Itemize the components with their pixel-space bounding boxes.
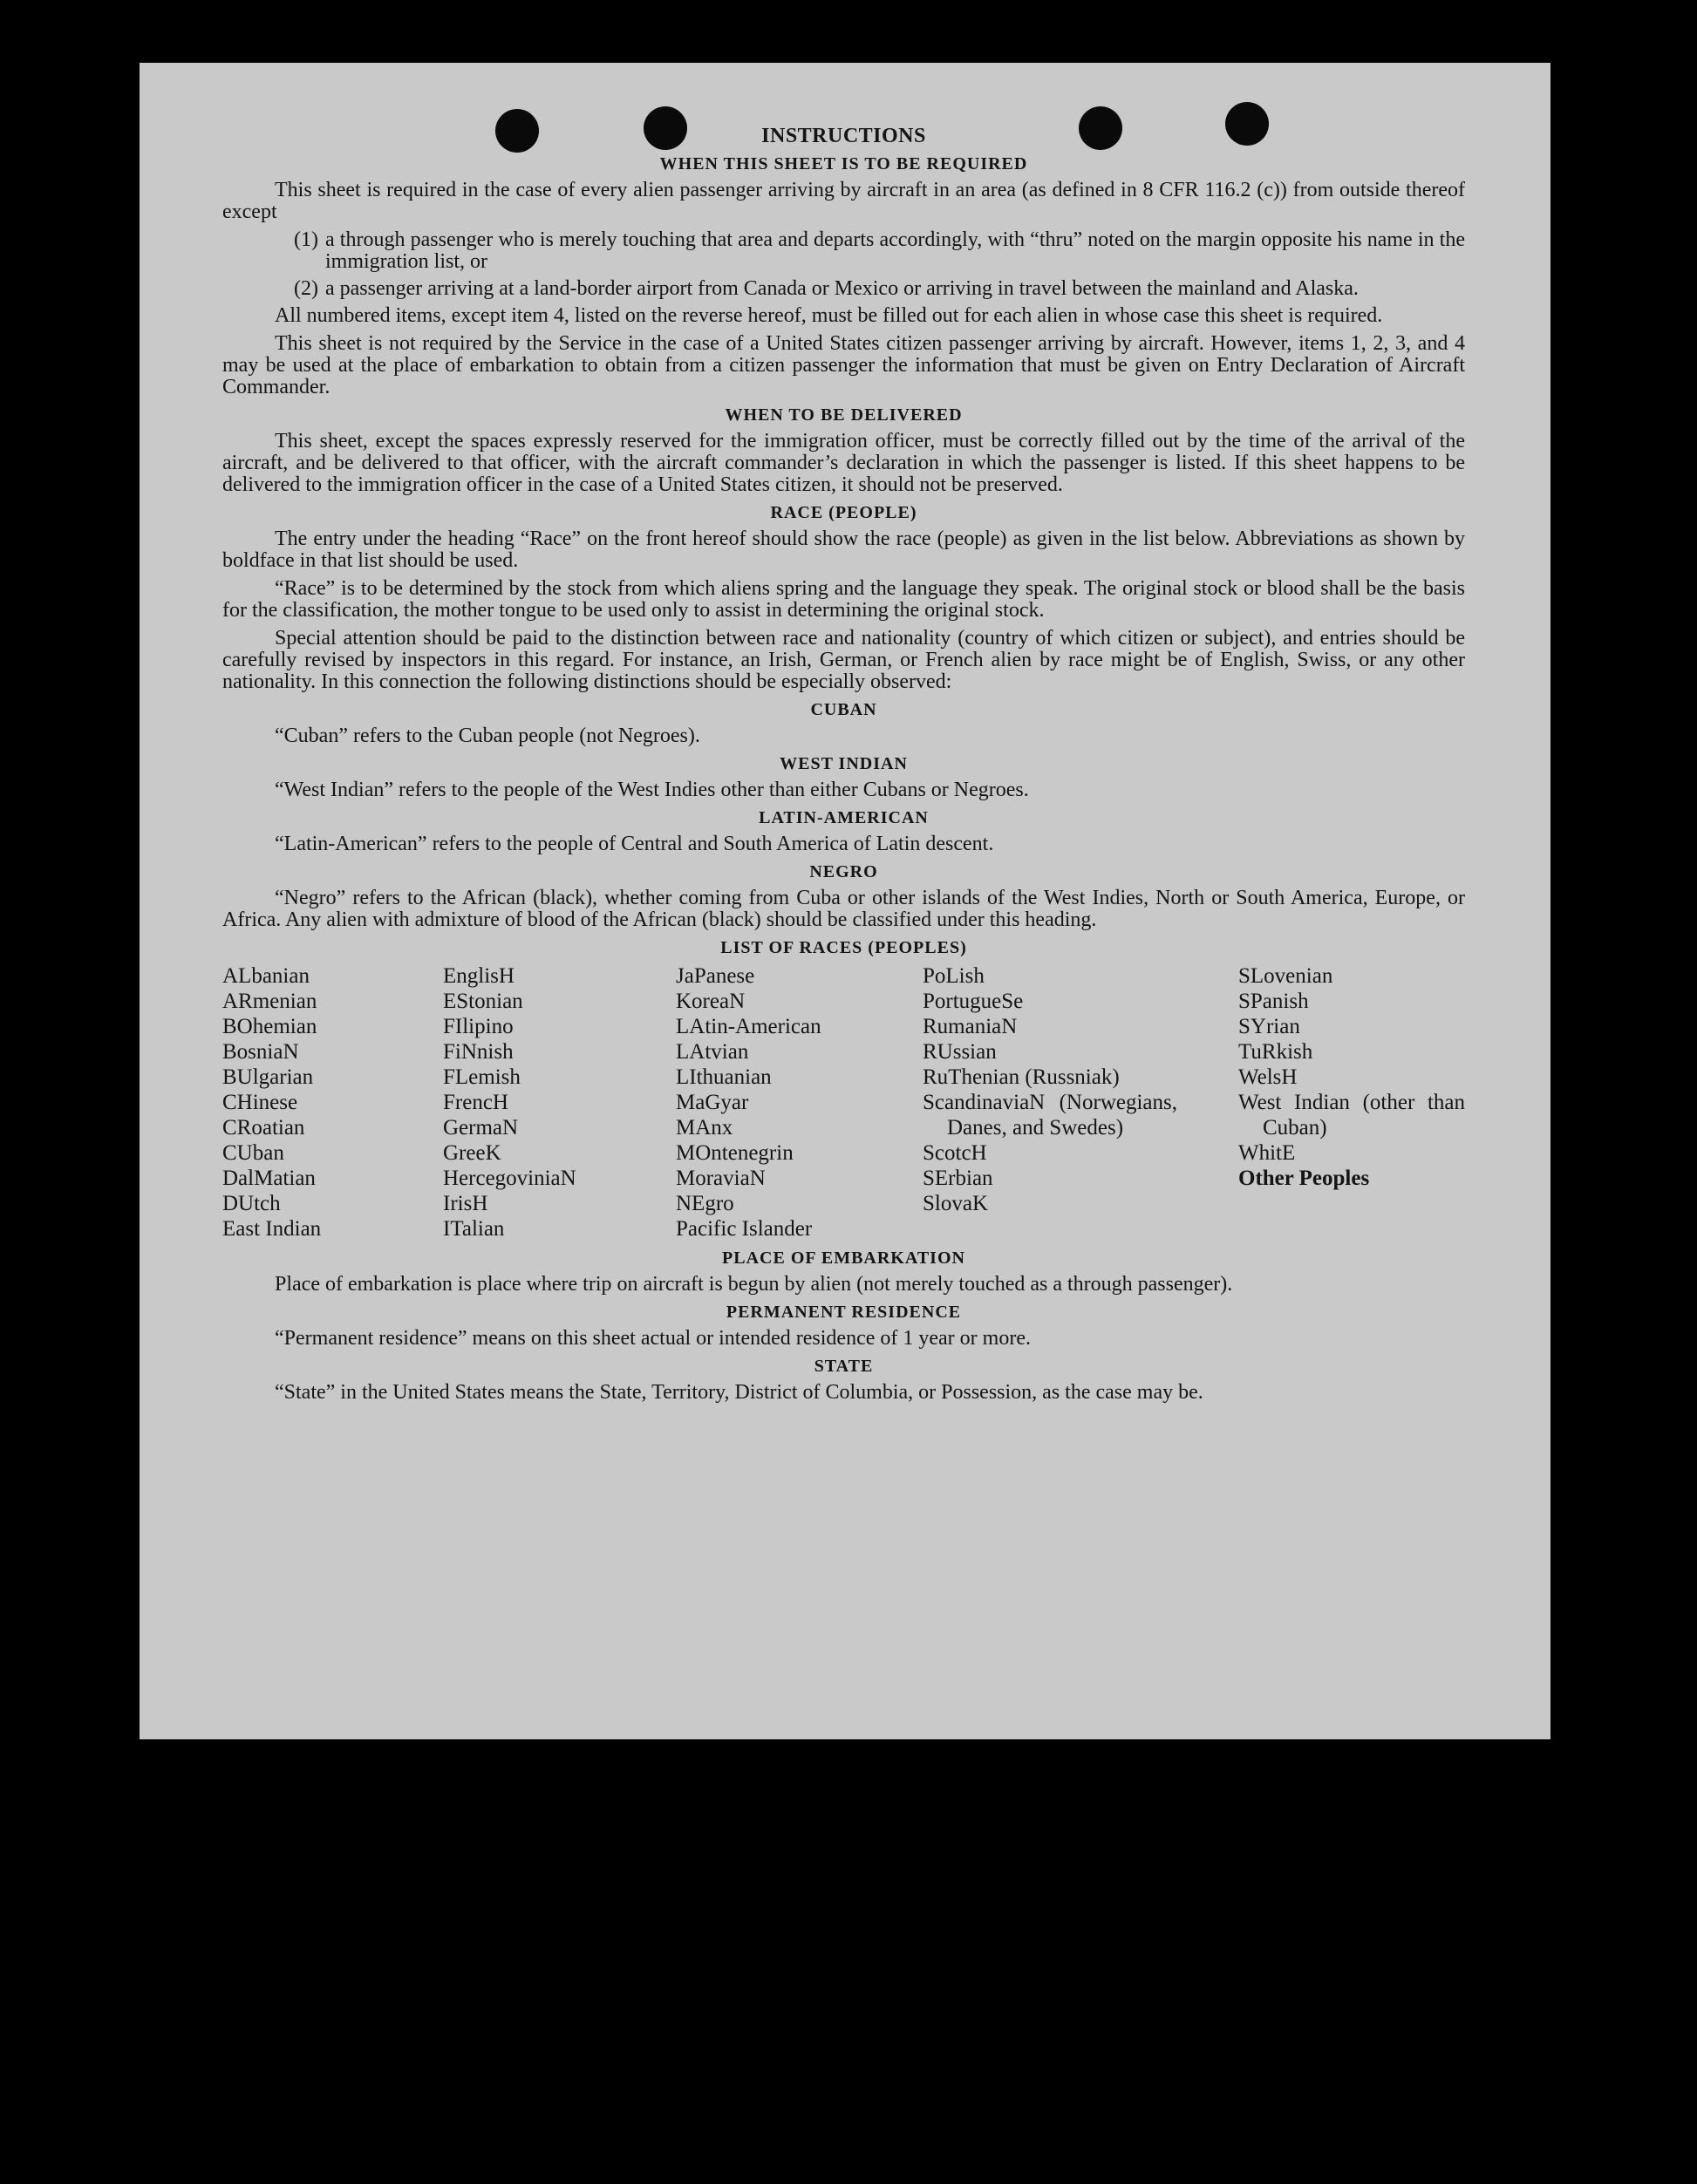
race-item: MOntenegrin: [676, 1141, 794, 1165]
section-heading: LATIN-AMERICAN: [759, 808, 929, 827]
race-item: FIlipino: [443, 1015, 514, 1038]
race-item: LAtvian: [676, 1040, 749, 1064]
race-item: RumaniaN: [923, 1015, 1018, 1038]
section-heading: WHEN TO BE DELIVERED: [725, 405, 963, 425]
paragraph: All numbered items, except item 4, listed on the reverse hereof, must be filled out for each alien in whose case this sheet is required.: [275, 304, 1383, 327]
race-item: CRoatian: [222, 1116, 305, 1140]
item-number: (2): [294, 277, 318, 300]
section-heading: RACE (PEOPLE): [770, 503, 917, 522]
race-item: MAnx: [676, 1116, 733, 1140]
paragraph: Special attention should be paid to the distinction between race and nationality (country of which citizen or subject), and entries should be carefully revised by inspectors in this regard. For instance, an Irish, German, or French alien by race might be of English, Swiss, or any other nationality. In this connection the following distinctions should be especially observed:: [222, 627, 1465, 693]
race-item: HercegoviniaN: [443, 1167, 576, 1190]
race-item: PoLish: [923, 964, 985, 988]
race-item: CHinese: [222, 1091, 298, 1114]
race-item: East Indian: [222, 1217, 322, 1241]
race-item: CUban: [222, 1141, 284, 1165]
race-item: JaPanese: [676, 964, 755, 988]
race-item: MaGyar: [676, 1091, 749, 1114]
race-item: BOhemian: [222, 1015, 317, 1038]
race-item: FLemish: [443, 1065, 521, 1089]
race-item: RuThenian (Russniak): [923, 1065, 1120, 1089]
race-column: [222, 963, 443, 1242]
race-item: SYrian: [1238, 1015, 1300, 1038]
race-item: PortugueSe: [923, 990, 1024, 1013]
race-item: WelsH: [1238, 1065, 1298, 1089]
race-item: WhitE: [1238, 1141, 1296, 1165]
race-item: ARmenian: [222, 990, 317, 1013]
section-heading: CUBAN: [810, 700, 877, 719]
section-heading: LIST OF RACES (PEOPLES): [720, 938, 967, 957]
race-item: ITalian: [443, 1217, 505, 1241]
paragraph: This sheet, except the spaces expressly reserved for the immigration officer, must be correctly filled out by the time of the arrival of the aircraft, and be delivered to that officer, with the aircraft commander’s declaration in which the passenger is listed. If this sheet happens to be delivered to the immigration officer in the case of a United States citizen, it should not be preserved.: [222, 430, 1465, 496]
section-heading: NEGRO: [809, 862, 878, 881]
race-item: FrencH: [443, 1091, 508, 1114]
race-item: NEgro: [676, 1192, 734, 1215]
section-heading: WEST INDIAN: [780, 754, 908, 773]
paragraph: “Cuban” refers to the Cuban people (not Negroes).: [275, 725, 700, 747]
race-item: RUssian: [923, 1040, 997, 1064]
section-heading: STATE: [814, 1357, 874, 1376]
race-item: GreeK: [443, 1141, 501, 1165]
race-item: Other Peoples: [1238, 1167, 1370, 1190]
paragraph: “West Indian” refers to the people of the West Indies other than either Cubans or Negroes.: [275, 779, 1029, 801]
paragraph: This sheet is not required by the Service in the case of a United States citizen passenger arriving by aircraft. However, items 1, 2, 3, and 4 may be used at the place of embarkation to obtain from a citizen passenger the information that must be given on Entry Declaration of Aircraft Commander.: [222, 332, 1465, 398]
race-column: [923, 963, 1238, 1242]
race-item: Pacific Islander: [676, 1217, 813, 1241]
document-sheet: [140, 63, 1550, 1739]
paragraph: “Negro” refers to the African (black), whether coming from Cuba or other islands of the West Indies, North or South America, Europe, or Africa. Any alien with admixture of blood of the African (black) should be classified under this heading.: [222, 887, 1465, 931]
list-item: [222, 229, 1465, 273]
instructions-content: [222, 126, 1465, 1410]
section-heading: PLACE OF EMBARKATION: [722, 1248, 965, 1268]
race-item: EnglisH: [443, 964, 515, 988]
list-item: [222, 278, 1465, 300]
item-number: (1): [294, 228, 318, 251]
race-item: GermaN: [443, 1116, 519, 1140]
paragraph: “Latin-American” refers to the people of Central and South America of Latin descent.: [275, 833, 994, 855]
race-item: BosniaN: [222, 1040, 299, 1064]
race-item: ScandinaviaN (Norwegians, Danes, and Swedes): [923, 1091, 1177, 1140]
race-item: SPanish: [1238, 990, 1309, 1013]
paragraph: The entry under the heading “Race” on the front hereof should show the race (people) as given in the list below. Abbreviations as shown by boldface in that list should be used.: [222, 527, 1465, 572]
race-item: LAtin-American: [676, 1015, 821, 1038]
paragraph: This sheet is required in the case of every alien passenger arriving by aircraft in an area (as defined in 8 CFR 116.2 (c)) from outside thereof except: [222, 179, 1465, 223]
paragraph: “Permanent residence” means on this sheet actual or intended residence of 1 year or more.: [275, 1327, 1031, 1350]
item-text: a through passenger who is merely touching that area and departs accordingly, with “thru” noted on the margin opposite his name in the immigration list, or: [325, 228, 1465, 273]
race-item: DalMatian: [222, 1167, 316, 1190]
paragraph: Place of embarkation is place where trip on aircraft is begun by alien (not merely touched as a through passenger).: [275, 1273, 1233, 1296]
paragraph: “State” in the United States means the State, Territory, District of Columbia, or Possession, as the case may be.: [275, 1381, 1203, 1404]
item-text: a passenger arriving at a land-border airport from Canada or Mexico or arriving in travel between the mainland and Alaska.: [325, 277, 1359, 300]
race-item: ScotcH: [923, 1141, 987, 1165]
race-item: West Indian (other than Cuban): [1238, 1091, 1465, 1140]
race-item: FiNnish: [443, 1040, 514, 1064]
race-column: [676, 963, 923, 1242]
race-item: TuRkish: [1238, 1040, 1313, 1064]
paragraph: “Race” is to be determined by the stock from which aliens spring and the language they speak. The original stock or blood shall be the basis for the classification, the mother tongue to be used only to assist in determining the original stock.: [222, 577, 1465, 622]
race-list: [222, 963, 1465, 1242]
race-item: IrisH: [443, 1192, 488, 1215]
race-item: BUlgarian: [222, 1065, 314, 1089]
race-item: EStonian: [443, 990, 523, 1013]
page-title: INSTRUCTIONS: [761, 125, 926, 147]
race-item: LIthuanian: [676, 1065, 772, 1089]
race-item: SLovenian: [1238, 964, 1333, 988]
race-item: ALbanian: [222, 964, 310, 988]
race-item: DUtch: [222, 1192, 281, 1215]
race-column: [443, 963, 676, 1242]
race-item: MoraviaN: [676, 1167, 766, 1190]
section-heading: WHEN THIS SHEET IS TO BE REQUIRED: [659, 154, 1028, 173]
race-column: [1238, 963, 1465, 1242]
race-item: KoreaN: [676, 990, 746, 1013]
race-item: SlovaK: [923, 1192, 988, 1215]
race-item: SErbian: [923, 1167, 993, 1190]
section-heading: PERMANENT RESIDENCE: [726, 1303, 962, 1322]
